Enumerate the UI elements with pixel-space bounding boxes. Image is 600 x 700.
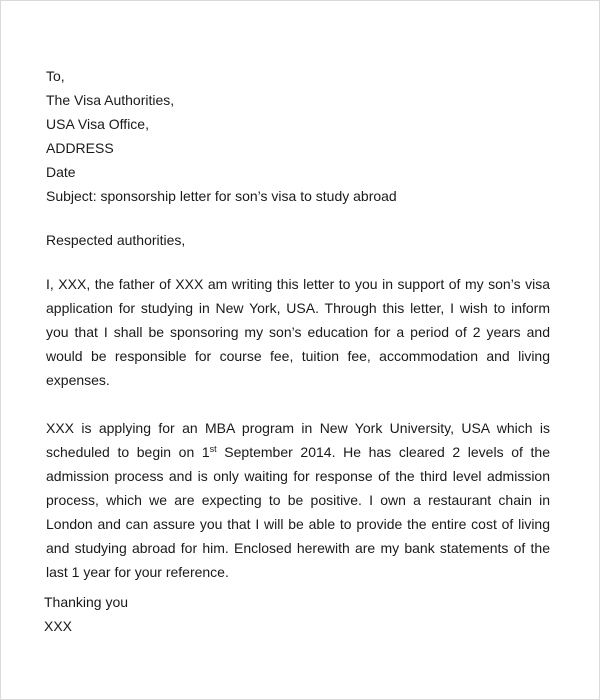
subject-line: Subject: sponsorship letter for son’s visa to study abroad xyxy=(46,188,397,204)
address-line: ADDRESS xyxy=(46,140,114,156)
paragraph-2-text-start: XXX is applying for an MBA program in New York University, USA which is scheduled to begin on 1 xyxy=(46,420,550,460)
recipient-line: The Visa Authorities, xyxy=(46,92,175,108)
office-line: USA Visa Office, xyxy=(46,116,149,132)
to-line: To, xyxy=(46,68,65,84)
paragraph-2-text xyxy=(46,416,550,584)
body-paragraph-2 xyxy=(46,416,550,584)
closing-line: Thanking you xyxy=(44,594,129,610)
date-line: Date xyxy=(46,164,76,180)
paragraph-2-text-end: September 2014. He has cleared 2 levels of the admission process and is only waiting for response of the third level admission process, which we are expecting to be positive. I own a restaurant chain in London and can assure you that I will be able to provide the entire cost of living and studying abroad for him. Enclosed herewith are my bank statements of the last 1 year for your reference. xyxy=(46,444,550,580)
salutation: Respected authorities, xyxy=(46,232,186,248)
ordinal-suffix: st xyxy=(209,444,217,454)
body-paragraph-1 xyxy=(46,272,550,392)
paragraph-1-text: I, XXX, the father of XXX am writing this letter to you in support of my son’s visa application for studying in New York, USA. Through this letter, I wish to inform you that I shall be sponsoring my son’s education for a period of 2 years and would be responsible for course fee, tuition fee, accommodation and living expenses. xyxy=(46,276,550,388)
signature-line: XXX xyxy=(44,618,73,634)
